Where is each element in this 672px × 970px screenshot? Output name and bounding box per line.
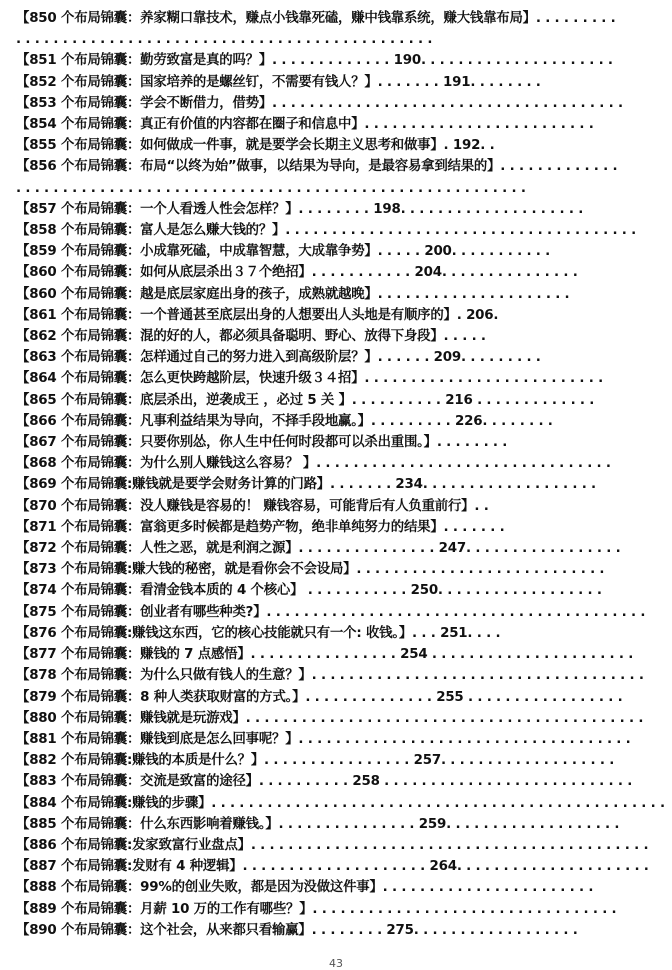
- toc-entry-884: 【884 个布局锦囊:赚钱的步骤】. . . . . . . . . . . . . . . . . . . . . . . . . . . . . . . . . . . . . . . . . . . . . . . . .: [16, 795, 665, 811]
- toc-entry-861: 【861 个布局锦囊：一个普通甚至底层出身的人想要出人头地是有顺序的】. 206.: [16, 307, 499, 323]
- toc-entry-858: 【858 个布局锦囊：富人是怎么赚大钱的？】. . . . . . . . . . . . . . . . . . . . . . . . . . . . . . . . . . . . . .: [16, 223, 637, 239]
- toc-entry-889: 【889 个布局锦囊：月薪 10 万的工作有哪些？】. . . . . . . . . . . . . . . . . . . . . . . . . . . . . . . . .: [16, 901, 617, 917]
- toc-entry-885: 【885 个布局锦囊：什么东西影响着赚钱。】. . . . . . . . . . . . . . . 259. . . . . . . . . . . . . . . . . . .: [16, 816, 620, 832]
- toc-entry-857: 【857 个布局锦囊：一个人看透人性会怎样？】. . . . . . . . 198. . . . . . . . . . . . . . . . . . . .: [16, 201, 584, 217]
- toc-entry-862: 【862 个布局锦囊：混的好的人，都必须具备聪明、野心、放得下身段】. . . . .: [16, 329, 486, 345]
- toc-entry-878: 【878 个布局锦囊：为什么只做有钱人的生意？】. . . . . . . . . . . . . . . . . . . . . . . . . . . . . . . . . . . .: [16, 668, 644, 684]
- toc-entry-855: 【855 个布局锦囊：如何做成一件事，就是要学会长期主义思考和做事】. 192. .: [16, 138, 495, 154]
- toc-entry-866: 【866 个布局锦囊：凡事利益结果为导向，不择手段地赢。】. . . . . . . . . 226. . . . . . . .: [16, 413, 553, 429]
- toc-entry-868: 【868 个布局锦囊：为什么别人赚钱这么容易？ 】. . . . . . . . . . . . . . . . . . . . . . . . . . . . . . . .: [16, 456, 611, 472]
- toc-entry-872: 【872 个布局锦囊：人性之恶，就是利润之源】. . . . . . . . . . . . . . . 247. . . . . . . . . . . . . . . . .: [16, 541, 621, 557]
- toc-entry-859: 【859 个布局锦囊：小成靠死磕，中成靠智慧，大成靠争势】. . . . . 200. . . . . . . . . . .: [16, 244, 551, 260]
- toc-entry-890: 【890 个布局锦囊：这个社会，从来都只看输赢】. . . . . . . . 275. . . . . . . . . . . . . . . . . .: [16, 922, 578, 938]
- toc-entry-860a: 【860 个布局锦囊：如何从底层杀出３７个绝招】. . . . . . . . . . . 204. . . . . . . . . . . . . . .: [16, 265, 578, 281]
- page-number: 43: [329, 957, 343, 970]
- toc-entry-877: 【877 个布局锦囊：赚钱的 7 点感悟】. . . . . . . . . . . . . . . . 254 . . . . . . . . . . . . . . . . . . . . . .: [16, 647, 634, 663]
- toc-entry-867: 【867 个布局锦囊：只要你别怂，你人生中任何时段都可以杀出重围。】. . . . . . . .: [16, 435, 508, 451]
- toc-entry-874: 【874 个布局锦囊：看清金钱本质的 4 个核心】 . . . . . . . . . . . 250. . . . . . . . . . . . . . . . . .: [16, 583, 602, 599]
- toc-entry-871: 【871 个布局锦囊：富翁更多时候都是趋势产物，绝非单纯努力的结果】. . . . . . .: [16, 519, 505, 535]
- toc-entry-887: 【887 个布局锦囊:发财有 4 种逻辑】. . . . . . . . . . . . . . . . . . . . 264. . . . . . . . . . . . . . . . . . . . .: [16, 859, 649, 875]
- toc-entry-852: 【852 个布局锦囊：国家培养的是螺丝钉，不需要有钱人？】. . . . . . . 191. . . . . . . .: [16, 74, 541, 90]
- toc-entry-865: 【865 个布局锦囊：底层杀出，逆袭成王 ，必过 5 关 】. . . . . . . . . . 216 . . . . . . . . . . . . .: [16, 392, 595, 408]
- toc-entry-856: 【856 个布局锦囊：布局“以终为始”做事，以结果为导向，是最容易拿到结果的】. . . . . . . . . . . . . . . . . . . . . . . . . . . . . . . . . . . . . . . . . . . . . . . . . . . . . . . . . . . . . . . . . . . .: [16, 159, 618, 196]
- toc-entry-879: 【879 个布局锦囊：8 种人类获取财富的方式。】. . . . . . . . . . . . . . 255 . . . . . . . . . . . . . . . . .: [16, 689, 623, 705]
- toc-entry-854: 【854 个布局锦囊：真正有价值的内容都在圈子和信息中】. . . . . . . . . . . . . . . . . . . . . . . . .: [16, 117, 594, 133]
- toc-entry-860b: 【860 个布局锦囊：越是底层家庭出身的孩子，成熟就越晚】. . . . . . . . . . . . . . . . . . . . .: [16, 286, 570, 302]
- toc-entry-853: 【853 个布局锦囊：学会不断借力，借势】. . . . . . . . . . . . . . . . . . . . . . . . . . . . . . . . . . . . . .: [16, 95, 623, 111]
- toc-entry-888: 【888 个布局锦囊：99%的创业失败，都是因为没做这件事】. . . . . . . . . . . . . . . . . . . . . . .: [16, 880, 594, 896]
- toc-entry-869: 【869 个布局锦囊:赚钱就是要学会财务计算的门路】. . . . . . . 234. . . . . . . . . . . . . . . . . . .: [16, 477, 596, 493]
- toc-entry-881: 【881 个布局锦囊：赚钱到底是怎么回事呢？】. . . . . . . . . . . . . . . . . . . . . . . . . . . . . . . . . . . .: [16, 731, 631, 747]
- toc-entry-880: 【880 个布局锦囊：赚钱就是玩游戏】. . . . . . . . . . . . . . . . . . . . . . . . . . . . . . . . . . . . . . . . . . .: [16, 710, 644, 726]
- toc-entry-870: 【870 个布局锦囊：没人赚钱是容易的！ 赚钱容易，可能背后有人负重前行】. .: [16, 498, 489, 514]
- toc-entry-851: 【851 个布局锦囊：勤劳致富是真的吗？】. . . . . . . . . . . . . 190. . . . . . . . . . . . . . . . . . . . .: [16, 53, 613, 69]
- toc-entry-876: 【876 个布局锦囊:赚钱这东西，它的核心技能就只有一个: 收钱。】. . . 251. . . .: [16, 625, 501, 641]
- toc-entry-882: 【882 个布局锦囊:赚钱的本质是什么？】. . . . . . . . . . . . . . . . 257. . . . . . . . . . . . . . . . . . .: [16, 753, 615, 769]
- toc-entry-864: 【864 个布局锦囊：怎么更快跨越阶层，快速升级３４招】. . . . . . . . . . . . . . . . . . . . . . . . . .: [16, 371, 603, 387]
- toc-entry-863: 【863 个布局锦囊：怎样通过自己的努力进入到高级阶层？】. . . . . . 209. . . . . . . . .: [16, 350, 541, 366]
- toc-entry-886: 【886 个布局锦囊:发家致富行业盘点】. . . . . . . . . . . . . . . . . . . . . . . . . . . . . . . . . . . . . . . . . . .: [16, 837, 649, 853]
- toc-entry-850: 【850 个布局锦囊：养家糊口靠技术，赚点小钱靠死磕，赚中钱靠系统，赚大钱靠布局】. . . . . . . . . . . . . . . . . . . . . . . . . . . . . . . . . . . . . . . . . . . . . . . . . . . . . .: [16, 11, 616, 48]
- table-of-contents: [16, 8, 665, 941]
- toc-entry-875: 【875 个布局锦囊：创业者有哪些种类?】. . . . . . . . . . . . . . . . . . . . . . . . . . . . . . . . . . . . . . . . .: [16, 604, 646, 620]
- toc-entry-883: 【883 个布局锦囊：交流是致富的途径】. . . . . . . . . . 258 . . . . . . . . . . . . . . . . . . . . . . . . . . .: [16, 774, 633, 790]
- toc-entry-873: 【873 个布局锦囊:赚大钱的秘密，就是看你会不会设局】. . . . . . . . . . . . . . . . . . . . . . . . . . .: [16, 562, 605, 578]
